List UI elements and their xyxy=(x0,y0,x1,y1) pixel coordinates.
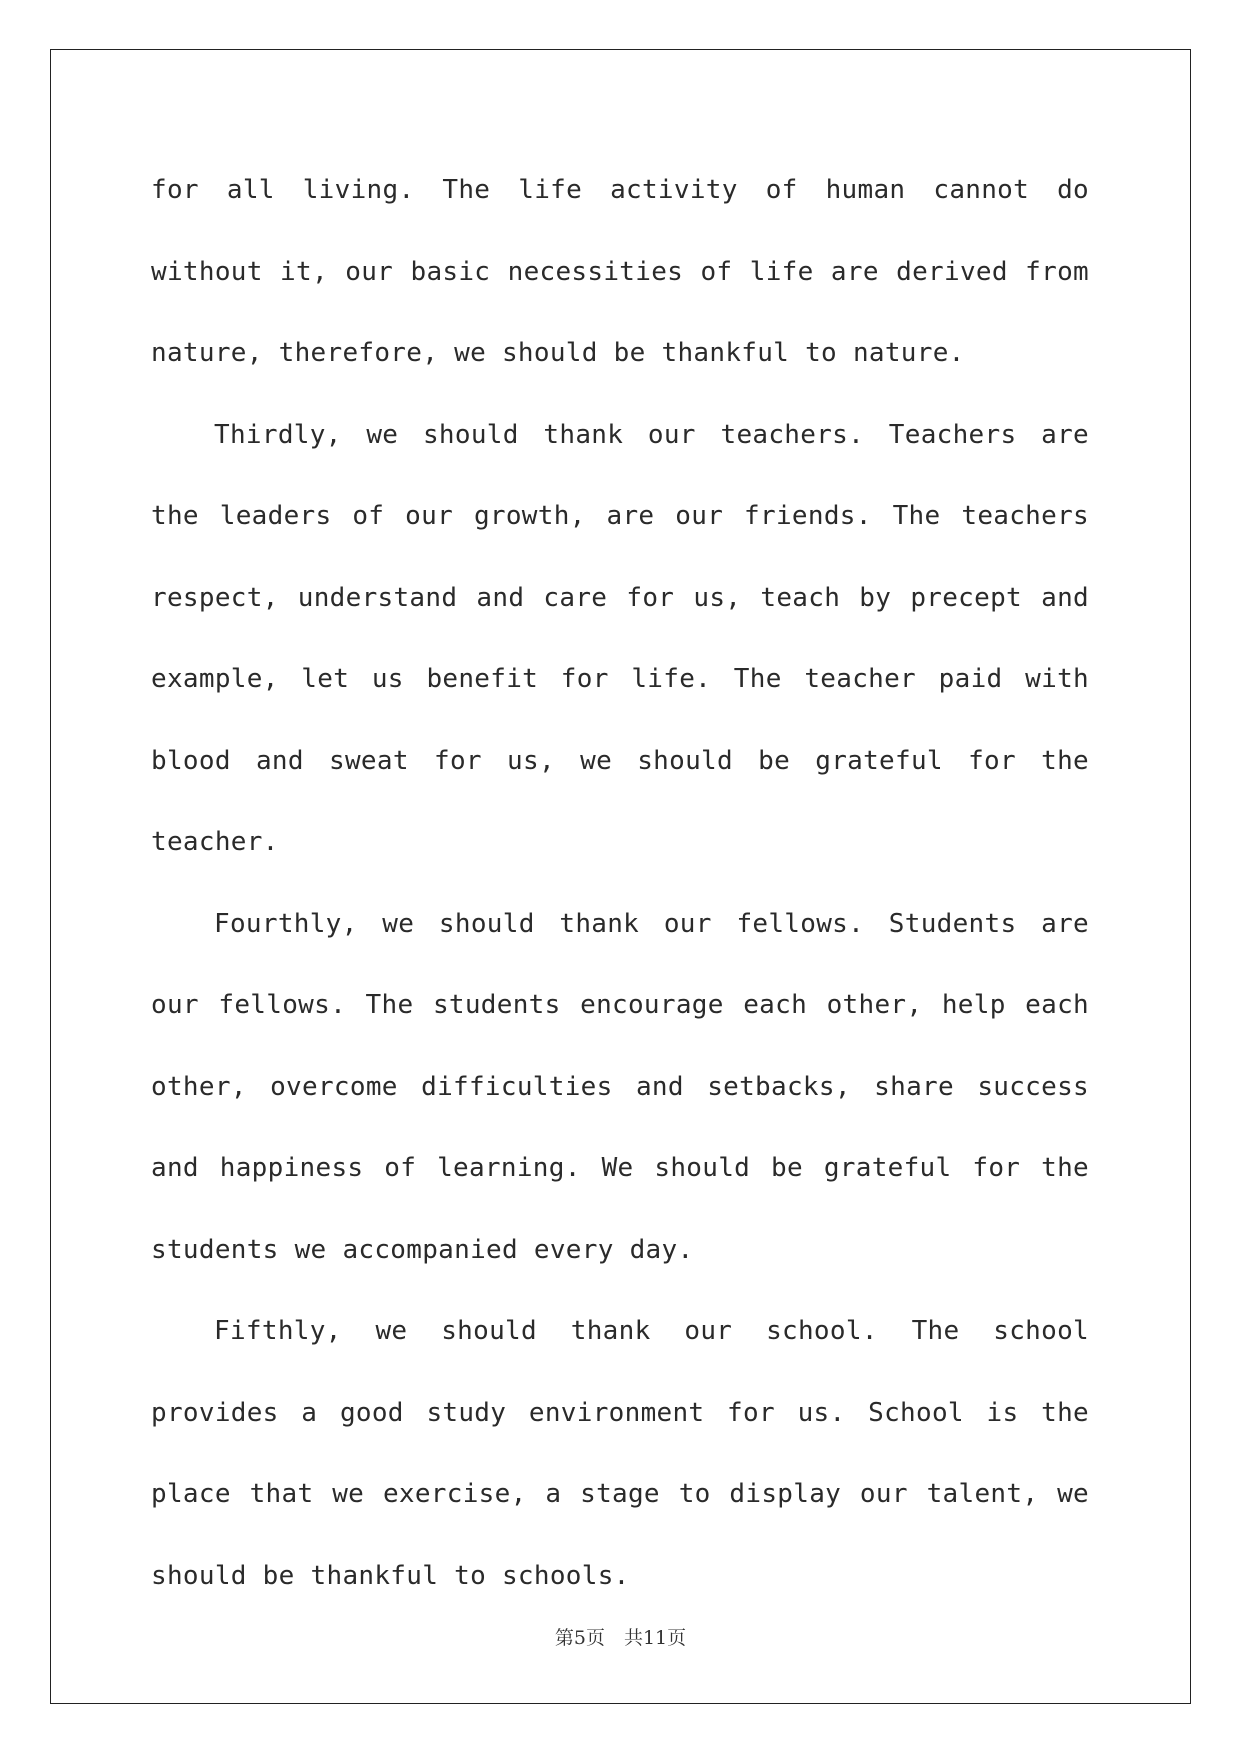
page-number-footer: 第5页 共11页 xyxy=(554,1627,687,1649)
paragraph-teachers: Thirdly, we should thank our teachers. Teachers are the leaders of our growth, are our friends. The teachers respect, understand and care for us, teach by precept and example, let us benefit for life. The teacher paid with blood and sweat for us, we should be grateful for the teacher. xyxy=(151,419,1089,857)
paragraph-school: Fifthly, we should thank our school. The school provides a good study environment for us. School is the place that we exercise, a stage to display our talent, we should be thankful to schools. xyxy=(151,1316,1089,1591)
document-body xyxy=(151,150,1089,1617)
paragraph-nature: for all living. The life activity of human cannot do without it, our basic necessities of life are derived from nature, therefore, we should be thankful to nature. xyxy=(151,175,1089,368)
paragraph-fellows: Fourthly, we should thank our fellows. Students are our fellows. The students encourage each other, help each other, overcome difficulties and setbacks, share success and happiness of learning. We should be grateful for the students we accompanied every day. xyxy=(151,908,1089,1265)
